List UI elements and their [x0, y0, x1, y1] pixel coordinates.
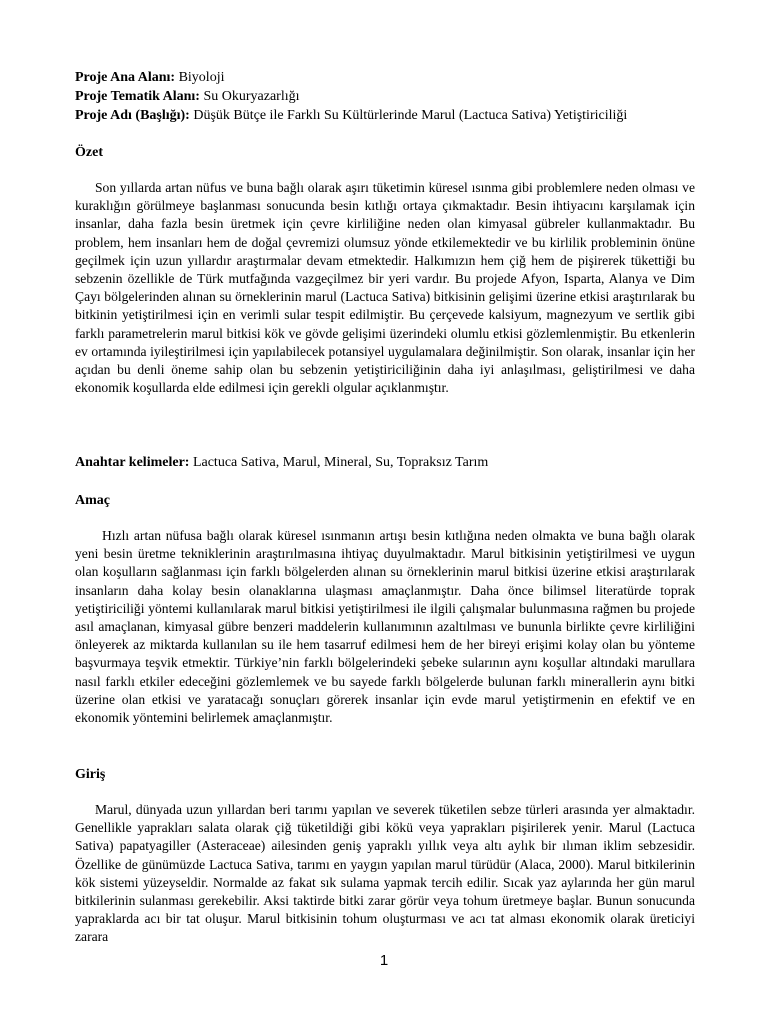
- summary-paragraph: Son yıllarda artan nüfus ve buna bağlı olarak aşırı tüketimin küresel ısınma gibi problemlere neden olması ve kuraklığın görülmeye başlanması sonucunda besin kıtlığı ortaya çıkmaktadır. Besin ihtiyacını karşılamak için insanlar, daha fazla besin üretmek için çevre kirliliğine neden olan kimyasal gübreler kullanmaktadır. Bu problem, hem insanları hem de doğal çevremizi olumsuz yönde etkilemektedir ve bu kirlilik probleminin önüne geçilmek için uzun yıllardır araştırmalar devam etmektedir. Halkımızın hem çiğ hem de pişirerek tükettiği bu sebzenin özellikle de Türk mutfağında vazgeçilmez bir yeri vardır. Bu projede Afyon, Isparta, Alanya ve Dim Çayı bölgelerinden alınan su örneklerinin marul (Lactuca Sativa) bitkisinin gelişimi üzerine etkisi araştırılarak bu bitkinin yetiştirilmesi için en verimli sular tespit edilmiştir. Bu çerçevede kalsiyum, magnezyum ve sertlik gibi farklı parametrelerin marul bitkisi kök ve gövde gelişimi üzerindeki olumlu etkisi gözlemlenmiştir. Bu etkenlerin ev ortamında iyileştirilmesi için yapılabilecek potansiyel uygulamalara değinilmiştir. Son olarak, insanlar için her açıdan bu denli öneme sahip olan bu sebzenin yetiştiriciliğinin daha iyi anlaşılması, geliştirilmesi ve daha ekonomik koşullarda elde edilmesi için gerekli olgular açıklanmıştır.: [75, 180, 695, 396]
- project-area-label: Proje Ana Alanı:: [75, 70, 176, 85]
- project-area-line: [75, 68, 224, 87]
- aim-heading: Amaç: [75, 493, 110, 508]
- intro-heading: Giriş: [75, 767, 106, 782]
- aim-paragraph: Hızlı artan nüfusa bağlı olarak küresel ısınmanın artışı besin kıtlığına neden olmakta ve buna bağlı olarak yeni besin üretme tekniklerinin araştırılmasına ihtiyaç duyulmaktadır. Marul bitkisinin yetiştirilmesi ve uygun olan koşulların sağlanması için farklı bölgelerden alınan su örneklerinin marul bitkisi üzerine etkisi araştırılarak insanların daha kolay besin olanaklarına ulaşması amaçlanmıştır. Daha önce bilimsel literatürde toprak yetiştiriciliği yöntemi kullanılarak marul bitkisi yetiştirilmesi ile ilgili çalışmalar bulunmasına rağmen bu projede asıl amaçlanan, kimyasal gübre benzeri maddelerin kullanımının azaltılması ve bununla birlikte çevre kirliliğini önleyerek az miktarda kullanılan su ile hem tasarruf edilmesi hem de her bireyi erişimi kolay olan bu yönteme başvurmaya teşvik etmektir. Türkiye’nin farklı bölgelerindeki şebeke sularının aynı koşullar altındaki marullara nasıl farklı etkiler edeceğini gözlemlemek ve bu sayede farklı bölgelerde bulunan farklı minerallerin aynı bitki üzerine olan etkisi ve yaratacağı sonuçları görerek insanlar için evde marul yetiştirmenin en efektif ve en ekonomik yöntemini belirlemek amaçlanmıştır.: [75, 528, 695, 726]
- page-number: 1: [379, 952, 389, 969]
- project-name-label: Proje Adı (Başlığı):: [75, 108, 190, 123]
- project-thematic-label: Proje Tematik Alanı:: [75, 89, 200, 104]
- project-thematic-value: Su Okuryazarlığı: [203, 89, 300, 104]
- keywords-value: Lactuca Sativa, Marul, Mineral, Su, Topraksız Tarım: [192, 455, 489, 470]
- keywords-line: [75, 454, 488, 472]
- intro-paragraph: Marul, dünyada uzun yıllardan beri tarımı yapılan ve severek tüketilen sebze türleri arasında yer almaktadır. Genellikle yaprakları salata olarak çiğ tüketildiği gibi kökü veya yaprakları pişirilerek yenir. Marul (Lactuca Sativa) papatyagiller (Asteraceae) ailesinden geniş yapraklı yıllık veya altı aylık bir ılıman iklim sebzesidir. Özellike de günümüzde Lactuca Sativa, tarımı en yaygın yapılan marul türüdür (Alaca, 2000). Marul bitkilerinin kök sistemi yüzeyseldir. Normalde az fakat sık sulama yapmak tercih edilir. Sıcak yaz aylarında her gün marul bitkilerinin sulanması gerekebilir. Aksi taktirde bitki zarar görür veya tohum üretmeye başlar. Bunun sonucunda yapraklarda acı bir tat oluşur. Marul bitkisinin tohum oluşturması ve acı tat alması ekonomik olarak üreticiyi zarara: [75, 802, 695, 945]
- project-area-value: Biyoloji: [178, 70, 225, 85]
- summary-heading: Özet: [75, 145, 103, 160]
- project-name-value: Düşük Bütçe ile Farklı Su Kültürlerinde Marul (Lactuca Sativa) Yetiştiriciliği: [193, 108, 628, 123]
- keywords-label: Anahtar kelimeler:: [75, 455, 190, 470]
- project-thematic-line: [75, 87, 300, 106]
- project-name-line: [75, 106, 627, 125]
